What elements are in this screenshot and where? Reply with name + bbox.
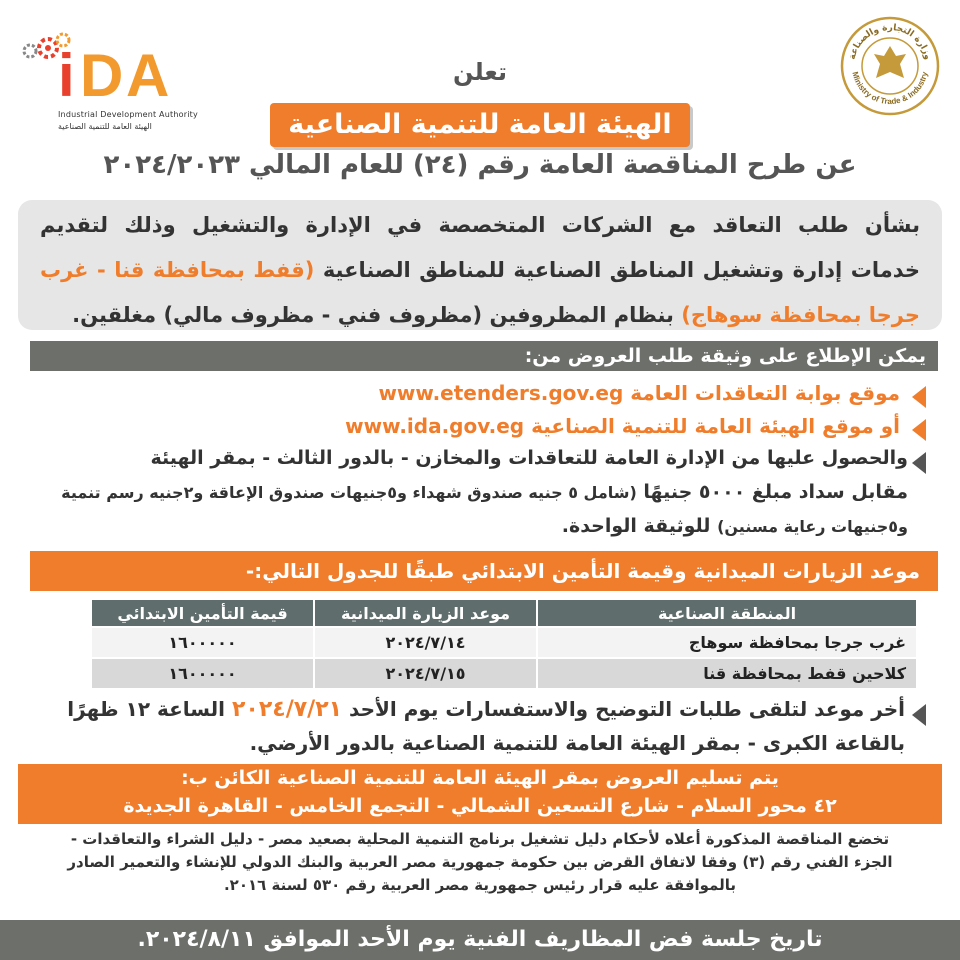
deposit-cell: ١٦٠٠٠٠٠ [91, 627, 314, 658]
ida-logo [18, 18, 218, 131]
authority-title: الهيئة العامة للتنمية الصناعية [288, 109, 672, 140]
legal-line-3: بالموافقة عليه قرار رئيس جمهورية مصر العربية رقم ٥٣٠ لسنة ٢٠١٦. [223, 876, 737, 894]
ministry-en: Ministry of Trade & Industry [850, 70, 930, 107]
table-header-row [91, 599, 917, 627]
fee-amount: مقابل سداد مبلغ ٥٠٠٠ جنيهًا [643, 481, 908, 503]
doc-item-1-label: موقع بوابة التعاقدات العامة [630, 381, 900, 405]
ministry-ar: وزارة التجارة والصناعة [847, 22, 933, 61]
doc-item-3-line-3 [562, 515, 908, 537]
svg-text:D: D [80, 42, 124, 109]
arrow-icon [912, 704, 926, 726]
doc-item-2 [345, 414, 900, 438]
arrow-icon [912, 419, 926, 441]
inquiry-deadline-line-2: بالقاعة الكبرى - بمقر الهيئة العامة للتنمية الصناعية بالدور الأرضي. [249, 731, 905, 755]
inquiry-deadline-text: أخر موعد لتلقى طلبات التوضيح والاستفسارات يوم الأحد [349, 697, 905, 721]
svg-text:A: A [126, 42, 170, 109]
col-visit-date: موعد الزيارة الميدانية [314, 599, 537, 627]
schedule-table [90, 598, 918, 690]
col-deposit: قيمة التأمين الابتدائي [91, 599, 314, 627]
intro-line-2-start: خدمات إدارة وتشغيل المناطق الصناعية للمناطق الصناعية [322, 258, 920, 282]
eagle-seal-icon [840, 16, 940, 116]
legal-line-1: تخضع المناقصة المذكورة أعلاه لأحكام دليل تشغيل برنامج التنمية المحلية بصعيد مصر - دليل الشراء والتعاقدات - [70, 830, 890, 848]
delivery-line-1: يتم تسليم العروض بمقر الهيئة العامة للتنمية الصناعية الكائن ب: [181, 767, 779, 789]
deposit-cell: ١٦٠٠٠٠٠ [91, 658, 314, 689]
per-document: للوثيقة الواحدة. [561, 515, 711, 537]
delivery-address: ٤٢ محور السلام - شارع التسعين الشمالي - التجمع الخامس - القاهرة الجديدة [123, 795, 837, 817]
visit-date-cell: ٢٠٢٤/٧/١٤ [314, 627, 537, 658]
svg-text:i: i [58, 42, 75, 109]
arrow-icon [912, 452, 926, 474]
col-zone: المنطقة الصناعية [537, 599, 917, 627]
intro-line-3-end: بنظام المظروفين (مظروف فني - مظروف مالي) مغلقين. [72, 303, 674, 327]
tender-title: عن طرح المناقصة العامة رقم (٢٤) للعام المالي ٢٠٢٤/٢٠٢٣ [103, 150, 857, 180]
zone-cell: كلاحين قفط بمحافظة قنا [537, 658, 917, 689]
fee-breakdown: (شامل ٥ جنيه صندوق شهداء و٥جنيهات صندوق الإعاقة و٢جنيه رسم تنمية [61, 483, 637, 502]
arrow-icon [912, 386, 926, 408]
inquiry-deadline-line-1 [67, 697, 905, 722]
intro-line-3-highlight: جرجا بمحافظة سوهاج) [681, 303, 920, 327]
fee-breakdown-end: و٥جنيهات رعاية مسنين) [717, 517, 908, 536]
doc-item-3-line-2 [61, 481, 908, 503]
zone-cell: غرب جرجا بمحافظة سوهاج [537, 627, 917, 658]
etenders-link[interactable]: www.etenders.gov.eg [378, 381, 624, 405]
doc-item-1 [378, 381, 900, 405]
opening-session-date: تاريخ جلسة فض المظاريف الفنية يوم الأحد الموافق ٢٠٢٤/٨/١١. [137, 927, 823, 952]
footer-bar [0, 920, 960, 960]
intro-line-2 [18, 245, 942, 290]
inquiry-deadline-time: الساعة ١٢ ظهرًا [67, 697, 226, 721]
table-row [91, 627, 917, 658]
delivery-banner [18, 764, 942, 824]
ida-name-en: Industrial Development Authority [58, 110, 198, 119]
documents-heading-bar [30, 341, 938, 371]
visit-date-cell: ٢٠٢٤/٧/١٥ [314, 658, 537, 689]
announce-word: تعلن [453, 58, 507, 86]
intro-line-3 [18, 290, 942, 335]
inquiry-deadline-date: ٢٠٢٤/٧/٢١ [231, 697, 343, 722]
authority-banner [270, 103, 690, 147]
ida-name-ar: الهيئة العامة للتنمية الصناعية [58, 122, 152, 131]
table-row [91, 658, 917, 689]
ministry-seal [840, 16, 940, 116]
legal-notice [20, 828, 940, 897]
documents-heading: يمكن الإطلاع على وثيقة طلب العروض من: [524, 345, 926, 367]
schedule-heading-bar [30, 551, 938, 591]
doc-item-2-label: أو موقع الهيئة العامة للتنمية الصناعية [531, 414, 900, 438]
doc-item-3-line-1: والحصول عليها من الإدارة العامة للتعاقدات والمخازن - بالدور الثالث - بمقر الهيئة [150, 447, 908, 469]
ida-link[interactable]: www.ida.gov.eg [345, 414, 525, 438]
intro-box [18, 200, 942, 330]
intro-line-1: بشأن طلب التعاقد مع الشركات المتخصصة في الإدارة والتشغيل وذلك لتقديم [40, 213, 920, 237]
legal-line-2: الجزء الفني رقم (٣) وفقا لاتفاق القرض بين حكومة جمهورية مصر العربية والبنك الدولي للإنشاء والتعمير الصادر [67, 853, 893, 871]
schedule-heading: موعد الزيارات الميدانية وقيمة التأمين الابتدائي طبقًا للجدول التالي:- [245, 559, 920, 583]
intro-line-2-highlight: (قفط بمحافظة قنا - غرب [40, 258, 315, 282]
ida-logo-mark [18, 18, 218, 113]
